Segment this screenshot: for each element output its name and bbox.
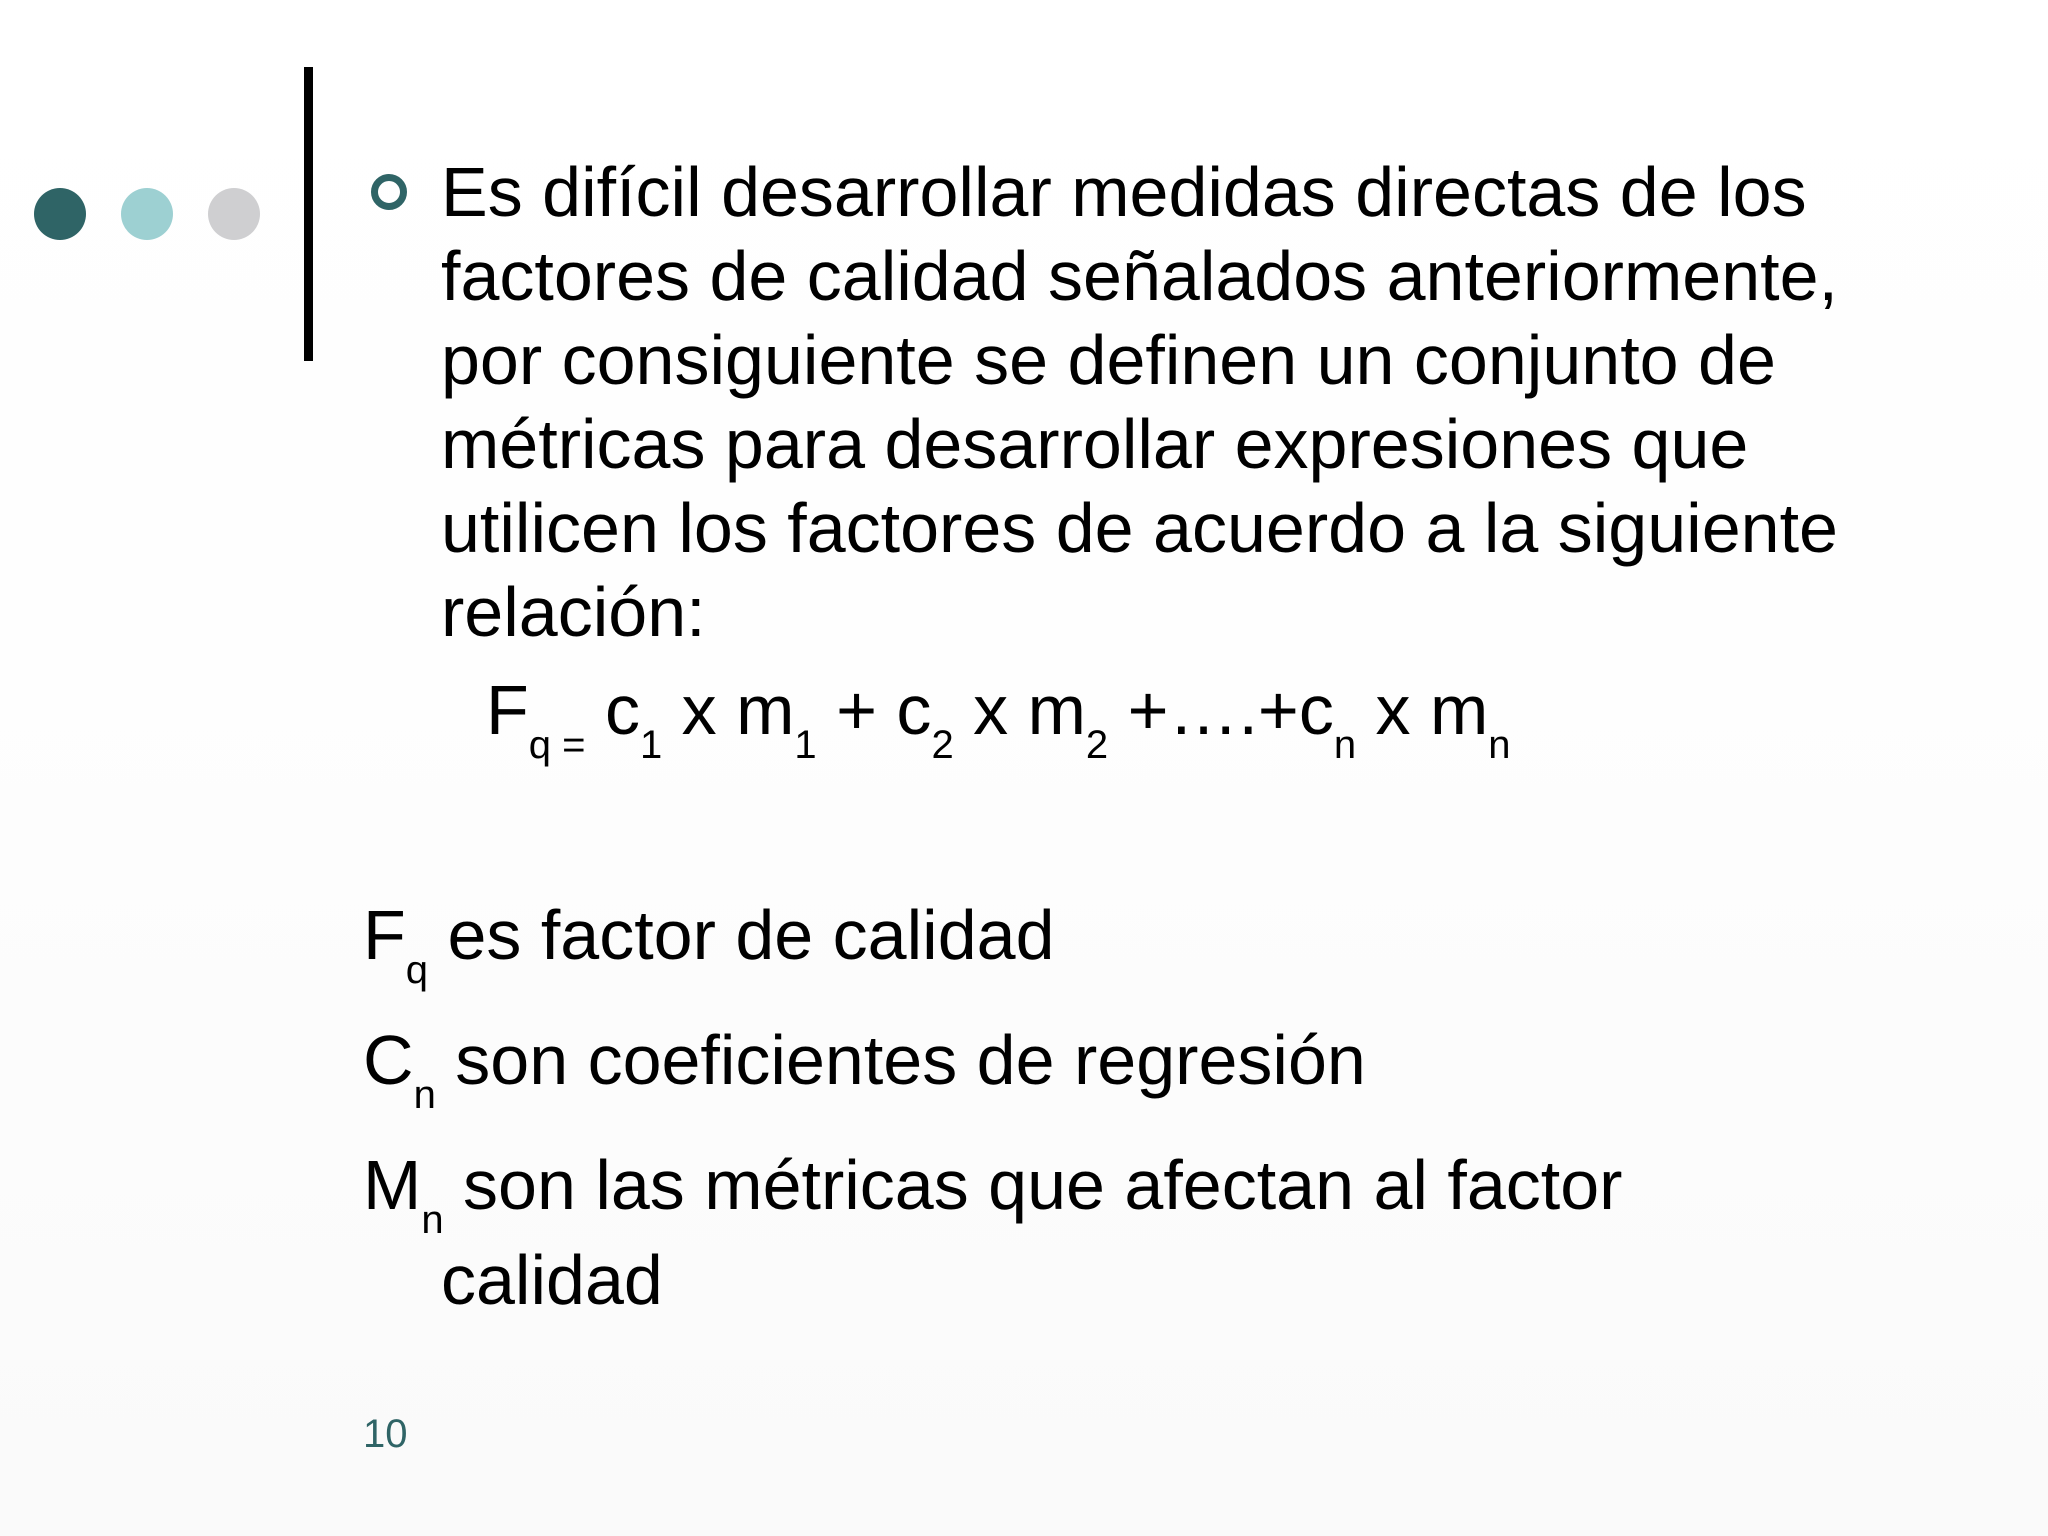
- formula-sub: 2: [1085, 723, 1109, 767]
- paragraph-line: métricas para desarrollar expresiones que: [441, 405, 1749, 483]
- paragraph-line: factores de calidad señalados anteriormente,: [441, 237, 1838, 315]
- formula-sub: 1: [639, 723, 663, 767]
- definition-mn: [363, 1143, 1963, 1322]
- definition-text: son las métricas que afectan al factor: [463, 1146, 1623, 1224]
- definition-subscript: q: [405, 948, 429, 992]
- formula-term: c: [604, 671, 640, 749]
- page-number: 10: [363, 1412, 408, 1456]
- formula-term: x m: [1375, 671, 1489, 749]
- formula-term: +….+c: [1127, 671, 1334, 749]
- formula-term: + c: [836, 671, 932, 749]
- definition-continuation: calidad: [441, 1241, 663, 1319]
- paragraph-line: Es difícil desarrollar medidas directas de los: [441, 153, 1807, 231]
- formula-F: F: [486, 671, 529, 749]
- formula-sub: 2: [931, 723, 954, 767]
- formula-sub: n: [1488, 723, 1511, 767]
- quality-formula: [486, 668, 1511, 767]
- definition-symbol: C: [363, 1021, 414, 1099]
- paragraph-line: utilicen los factores de acuerdo a la siguiente: [441, 489, 1838, 567]
- formula-sub: q =: [528, 723, 586, 767]
- vertical-divider: [304, 67, 313, 361]
- hollow-circle-bullet-icon: [371, 174, 407, 210]
- formula-term: x m: [681, 671, 795, 749]
- definition-subscript: n: [413, 1073, 436, 1117]
- formula-sub: n: [1333, 723, 1357, 767]
- dark-teal-dot: [34, 188, 86, 240]
- definition-fq: [363, 893, 1963, 992]
- light-teal-dot: [121, 188, 173, 240]
- definition-symbol: M: [363, 1146, 422, 1224]
- definitions-list: [363, 893, 1963, 1322]
- formula-sub: 1: [794, 723, 817, 767]
- definition-text: es factor de calidad: [447, 896, 1055, 974]
- definition-cn: [363, 1018, 1963, 1117]
- paragraph-line: relación:: [441, 573, 706, 651]
- definition-symbol: F: [363, 896, 406, 974]
- definition-subscript: n: [421, 1198, 444, 1242]
- definition-text: son coeficientes de regresión: [455, 1021, 1366, 1099]
- gray-dot: [208, 188, 260, 240]
- bullet-paragraph: [441, 150, 1921, 654]
- paragraph-line: por consiguiente se definen un conjunto de: [441, 321, 1776, 399]
- formula-term: x m: [973, 671, 1086, 749]
